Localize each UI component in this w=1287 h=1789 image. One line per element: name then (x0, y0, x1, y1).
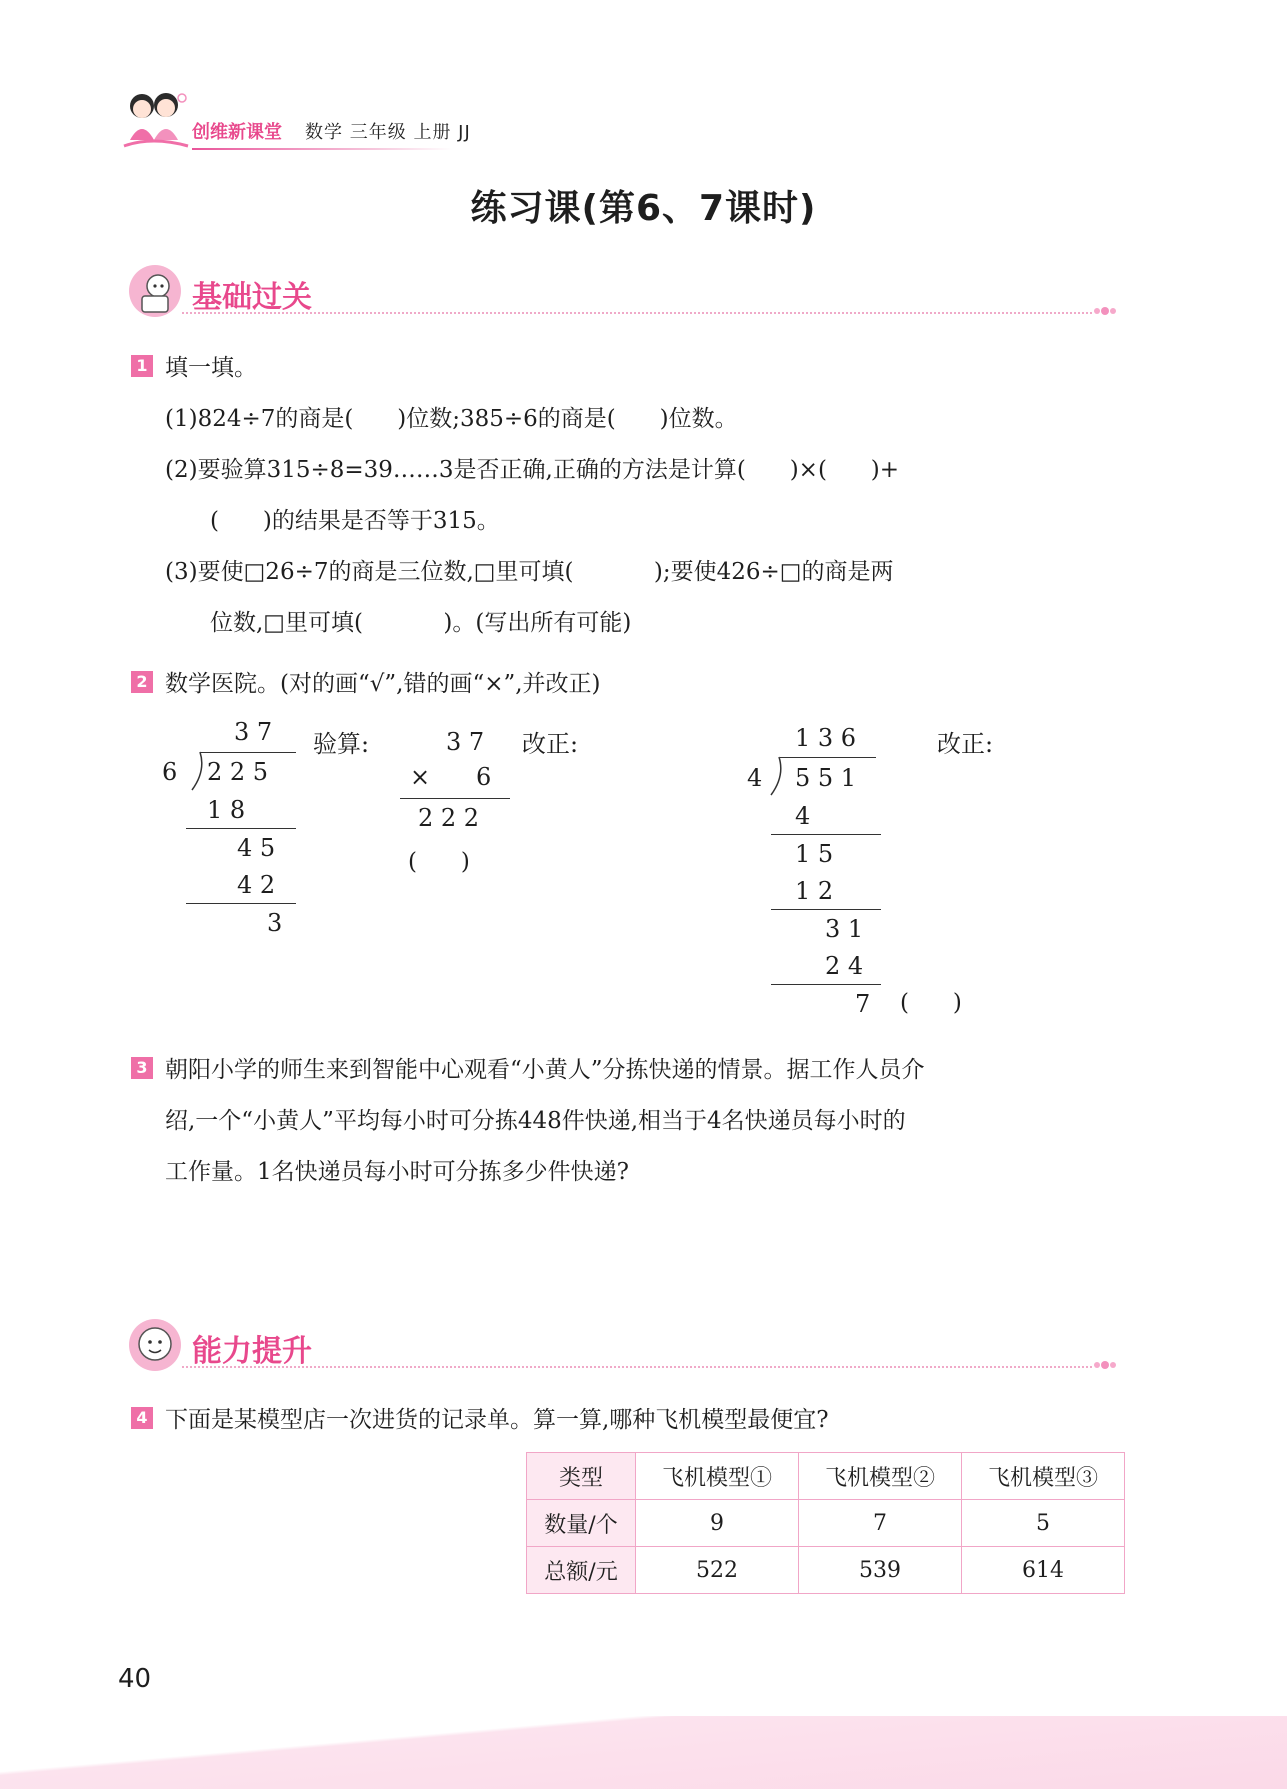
section-basic (128, 264, 1118, 324)
table-cell: 614 (962, 1547, 1125, 1594)
question-number-badge: 2 (131, 671, 153, 693)
brand-name: 创维新课堂 (192, 122, 282, 143)
long-division-2 (745, 722, 905, 1022)
judgement-blank: ( ) (900, 990, 962, 1016)
section-divider (182, 1366, 1092, 1368)
page-header (122, 88, 1172, 158)
kids-mascot-logo (122, 88, 192, 152)
monkey-icon (128, 1318, 182, 1372)
table-row (527, 1500, 1125, 1547)
q3-line-2: 绍,一个“小黄人”平均每小时可分拣448件快递,相当于4名快递员每小时的 (165, 1108, 906, 1134)
times-sign: × (410, 763, 431, 791)
question-number-badge: 3 (131, 1057, 153, 1079)
q2-prompt: 数学医院。(对的画“√”,错的画“×”,并改正) (165, 671, 601, 697)
quotient: 3 7 (234, 718, 273, 746)
product: 2 2 2 (418, 804, 480, 832)
table-header-cell: 飞机模型③ (962, 1453, 1125, 1500)
check-label: 验算: (313, 730, 370, 758)
section-title: 基础过关 (192, 280, 312, 315)
subtract-1: 1 8 (207, 796, 246, 824)
table-cell: 7 (799, 1500, 962, 1547)
table-header-cell: 飞机模型② (799, 1453, 962, 1500)
subtract-2: 4 2 (237, 871, 276, 899)
q3-line-1: 朝阳小学的师生来到智能中心观看“小黄人”分拣快递的情景。据工作人员介 (165, 1057, 925, 1083)
rule (186, 828, 296, 829)
divisor: 6 (162, 758, 178, 786)
rule (771, 834, 881, 835)
section-title: 能力提升 (192, 1334, 312, 1369)
rule (771, 909, 881, 910)
rule (186, 903, 296, 904)
divisor: 4 (747, 764, 763, 792)
purchase-record-table (526, 1452, 1125, 1594)
final-remainder: 3 (267, 909, 283, 937)
q1-line-2: (2)要验算315÷8=39……3是否正确,正确的方法是计算( )×( )+ (165, 457, 900, 483)
fix-label: 改正: (522, 730, 579, 758)
book-meta: 数学 三年级 上册 JJ (305, 122, 471, 143)
question-number-badge: 4 (131, 1407, 153, 1429)
table-cell: 539 (799, 1547, 962, 1594)
q3-line-3: 工作量。1名快递员每小时可分拣多少件快递? (165, 1159, 629, 1185)
table-row (527, 1547, 1125, 1594)
division-bar (780, 757, 876, 758)
dividend: 5 5 1 (795, 764, 857, 792)
rule (400, 798, 510, 799)
multiplication-check (398, 718, 518, 888)
table-cell: 9 (636, 1500, 799, 1547)
subtract-3: 2 4 (825, 952, 864, 980)
division-bar (200, 752, 296, 753)
section-ability (128, 1318, 1118, 1378)
subtract-2: 1 2 (795, 877, 834, 905)
division-bracket (190, 751, 204, 791)
quotient: 1 3 6 (795, 724, 857, 752)
q1-line-5: 位数,□里可填( )。(写出所有可能) (210, 610, 632, 636)
q1-line-4: (3)要使□26÷7的商是三位数,□里可填( );要使426÷□的商是两 (165, 559, 894, 585)
remainder-1: 4 5 (237, 834, 276, 862)
table-cell: 5 (962, 1500, 1125, 1547)
judgement-blank: ( ) (408, 849, 470, 875)
q1-prompt: 填一填。 (165, 355, 257, 381)
row-label: 总额/元 (527, 1547, 636, 1594)
table-header-cell: 类型 (527, 1453, 636, 1500)
header-underline (192, 148, 452, 150)
table-header-row (527, 1453, 1125, 1500)
q1-line-1: (1)824÷7的商是( )位数;385÷6的商是( )位数。 (165, 406, 738, 432)
footer-decoration (0, 1716, 1287, 1789)
final-remainder: 7 (855, 990, 871, 1018)
multiplicand: 3 7 (446, 728, 485, 756)
subtract-1: 4 (795, 802, 811, 830)
page-title: 练习课(第6、7课时) (470, 188, 817, 229)
fix-label-2: 改正: (937, 730, 994, 758)
q1-line-3: ( )的结果是否等于315。 (210, 508, 500, 534)
decorative-dots-icon (1092, 304, 1118, 318)
long-division-1 (160, 716, 300, 946)
remainder-2: 3 1 (825, 915, 864, 943)
section-divider (182, 312, 1092, 314)
division-bracket (769, 756, 783, 796)
dividend: 2 2 5 (207, 758, 269, 786)
question-number-badge: 1 (131, 355, 153, 377)
teacher-icon (128, 264, 182, 318)
row-label: 数量/个 (527, 1500, 636, 1547)
q4-prompt: 下面是某模型店一次进货的记录单。算一算,哪种飞机模型最便宜? (165, 1407, 829, 1433)
rule (771, 984, 881, 985)
table-header-cell: 飞机模型① (636, 1453, 799, 1500)
decorative-dots-icon (1092, 1358, 1118, 1372)
table-cell: 522 (636, 1547, 799, 1594)
page-number: 40 (118, 1664, 152, 1694)
remainder-1: 1 5 (795, 840, 834, 868)
multiplier: 6 (476, 763, 492, 791)
